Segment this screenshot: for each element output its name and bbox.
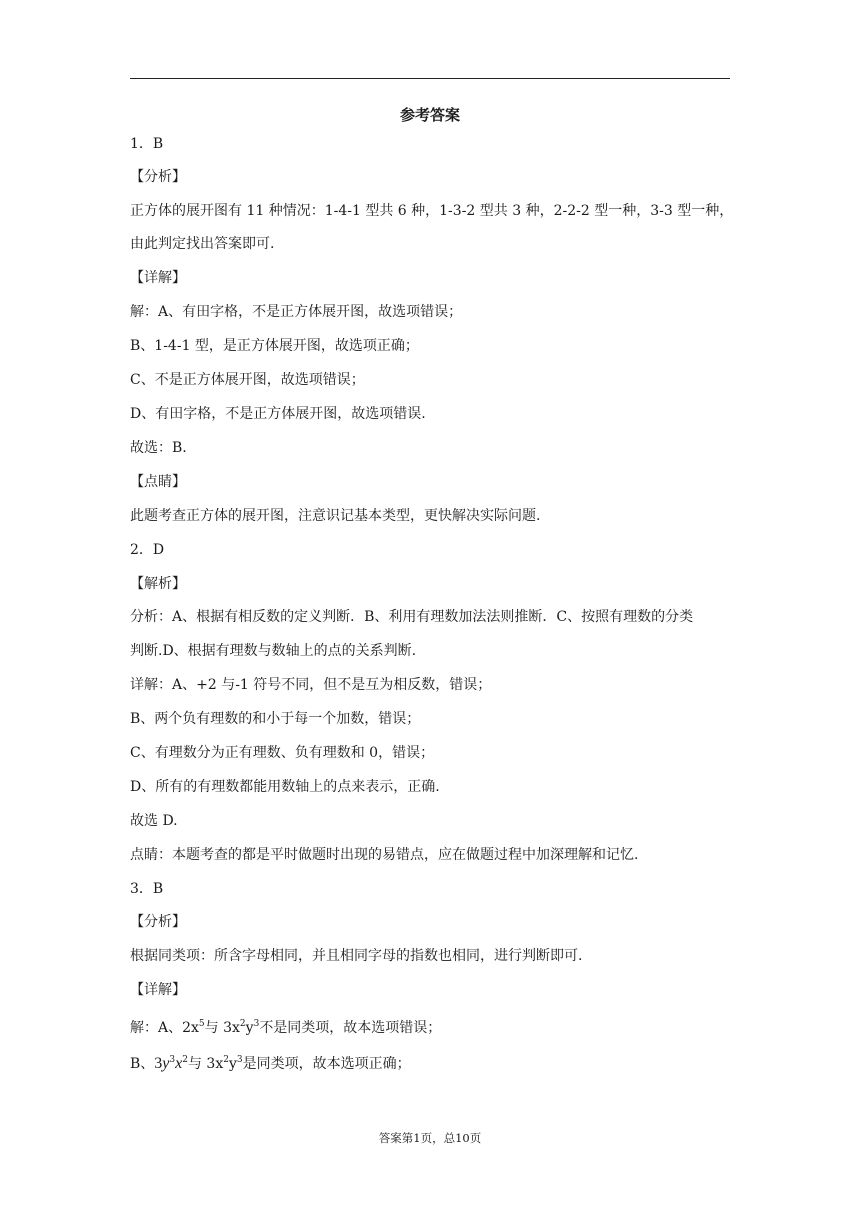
q3-analysis-line-1: 根据同类项：所含字母相同，并且相同字母的指数也相同，进行判断即可. xyxy=(130,948,583,964)
q3-b-variable-y: y xyxy=(162,1055,170,1072)
q3-b-exponent-3: 2 xyxy=(223,1055,229,1065)
q3-b-prefix: B、 xyxy=(130,1056,155,1072)
q3-b-variable-y2: y xyxy=(228,1056,237,1072)
q1-comment: 此题考查正方体的展开图，注意识记基本类型，更快解决实际问题. xyxy=(130,508,541,524)
q3-b-exponent-2: 2 xyxy=(182,1055,188,1065)
q1-detail-a: 解：A、有田字格，不是正方体展开图，故选项错误； xyxy=(130,304,463,320)
q3-b-exponent-4: 3 xyxy=(236,1055,243,1065)
q1-analysis-line-2: 由此判定找出答案即可. xyxy=(130,236,275,252)
q3-a-middle: 与 3x xyxy=(204,1020,240,1036)
q3-a-variable-y: y xyxy=(245,1020,254,1036)
q2-analysis-line-2: 判断.D、根据有理数与数轴上的点的关系判断. xyxy=(130,643,417,659)
q1-detail-heading: 【详解】 xyxy=(130,270,186,286)
q3-detail-a xyxy=(130,1014,441,1038)
page-footer: 答案第1页，总10页 xyxy=(378,1131,482,1145)
q3-a-suffix: 不是同类项，故本选项错误； xyxy=(259,1020,442,1036)
q3-b-middle: 与 3x xyxy=(187,1056,224,1072)
q3-b-coefficient: 3 xyxy=(154,1055,163,1072)
q3-a-prefix: 解：A、2x xyxy=(130,1020,199,1036)
q1-detail-d: D、有田字格，不是正方体展开图，故选项错误. xyxy=(130,406,426,422)
q3-analysis-heading: 【分析】 xyxy=(130,914,186,930)
q2-choice: 故选 D. xyxy=(130,813,178,829)
q1-answer: 1．B xyxy=(130,136,164,152)
q3-a-exponent-2: 2 xyxy=(239,1019,246,1029)
q1-detail-b: B、1-4-1 型，是正方体展开图，故选项正确； xyxy=(130,338,419,354)
q3-b-exponent-1: 3 xyxy=(169,1055,176,1065)
q2-detail-b: B、两个负有理数的和小于每一个加数，错误； xyxy=(130,711,421,727)
q2-analysis-heading: 【解析】 xyxy=(130,576,186,592)
q3-detail-heading: 【详解】 xyxy=(130,982,186,998)
q3-detail-b xyxy=(130,1050,411,1074)
q3-b-variable-x: x xyxy=(175,1055,183,1072)
q1-analysis-line-1: 正方体的展开图有 11 种情况：1-4-1 型共 6 种，1-3-2 型共 3 种，2-2-2 型一种，3-3 型一种， xyxy=(130,203,734,219)
q2-detail-a: 详解：A、+2 与-1 符号不同，但不是互为相反数，错误； xyxy=(130,677,492,693)
q2-answer: 2．D xyxy=(130,542,165,558)
q2-detail-c: C、有理数分为正有理数、负有理数和 0，错误； xyxy=(130,745,435,761)
q1-detail-c: C、不是正方体展开图，故选项错误； xyxy=(130,372,365,388)
q2-comment: 点睛：本题考查的都是平时做题时出现的易错点，应在做题过程中加深理解和记忆. xyxy=(130,847,639,863)
q1-comment-heading: 【点睛】 xyxy=(130,474,186,490)
q2-analysis-line-1: 分析：A、根据有相反数的定义判断．B、利用有理数加法法则推断．C、按照有理数的分类 xyxy=(130,609,694,625)
q3-a-exponent-3: 3 xyxy=(253,1019,260,1029)
q1-analysis-heading: 【分析】 xyxy=(130,169,186,185)
q3-answer: 3．B xyxy=(130,881,164,897)
page-title: 参考答案 xyxy=(399,106,460,124)
header-rule xyxy=(130,78,730,79)
q3-b-suffix: 是同类项，故本选项正确； xyxy=(242,1056,411,1072)
q1-choice: 故选：B. xyxy=(130,440,187,456)
q2-detail-d: D、所有的有理数都能用数轴上的点来表示，正确. xyxy=(130,779,440,795)
q3-a-exponent-1: 5 xyxy=(198,1019,205,1029)
